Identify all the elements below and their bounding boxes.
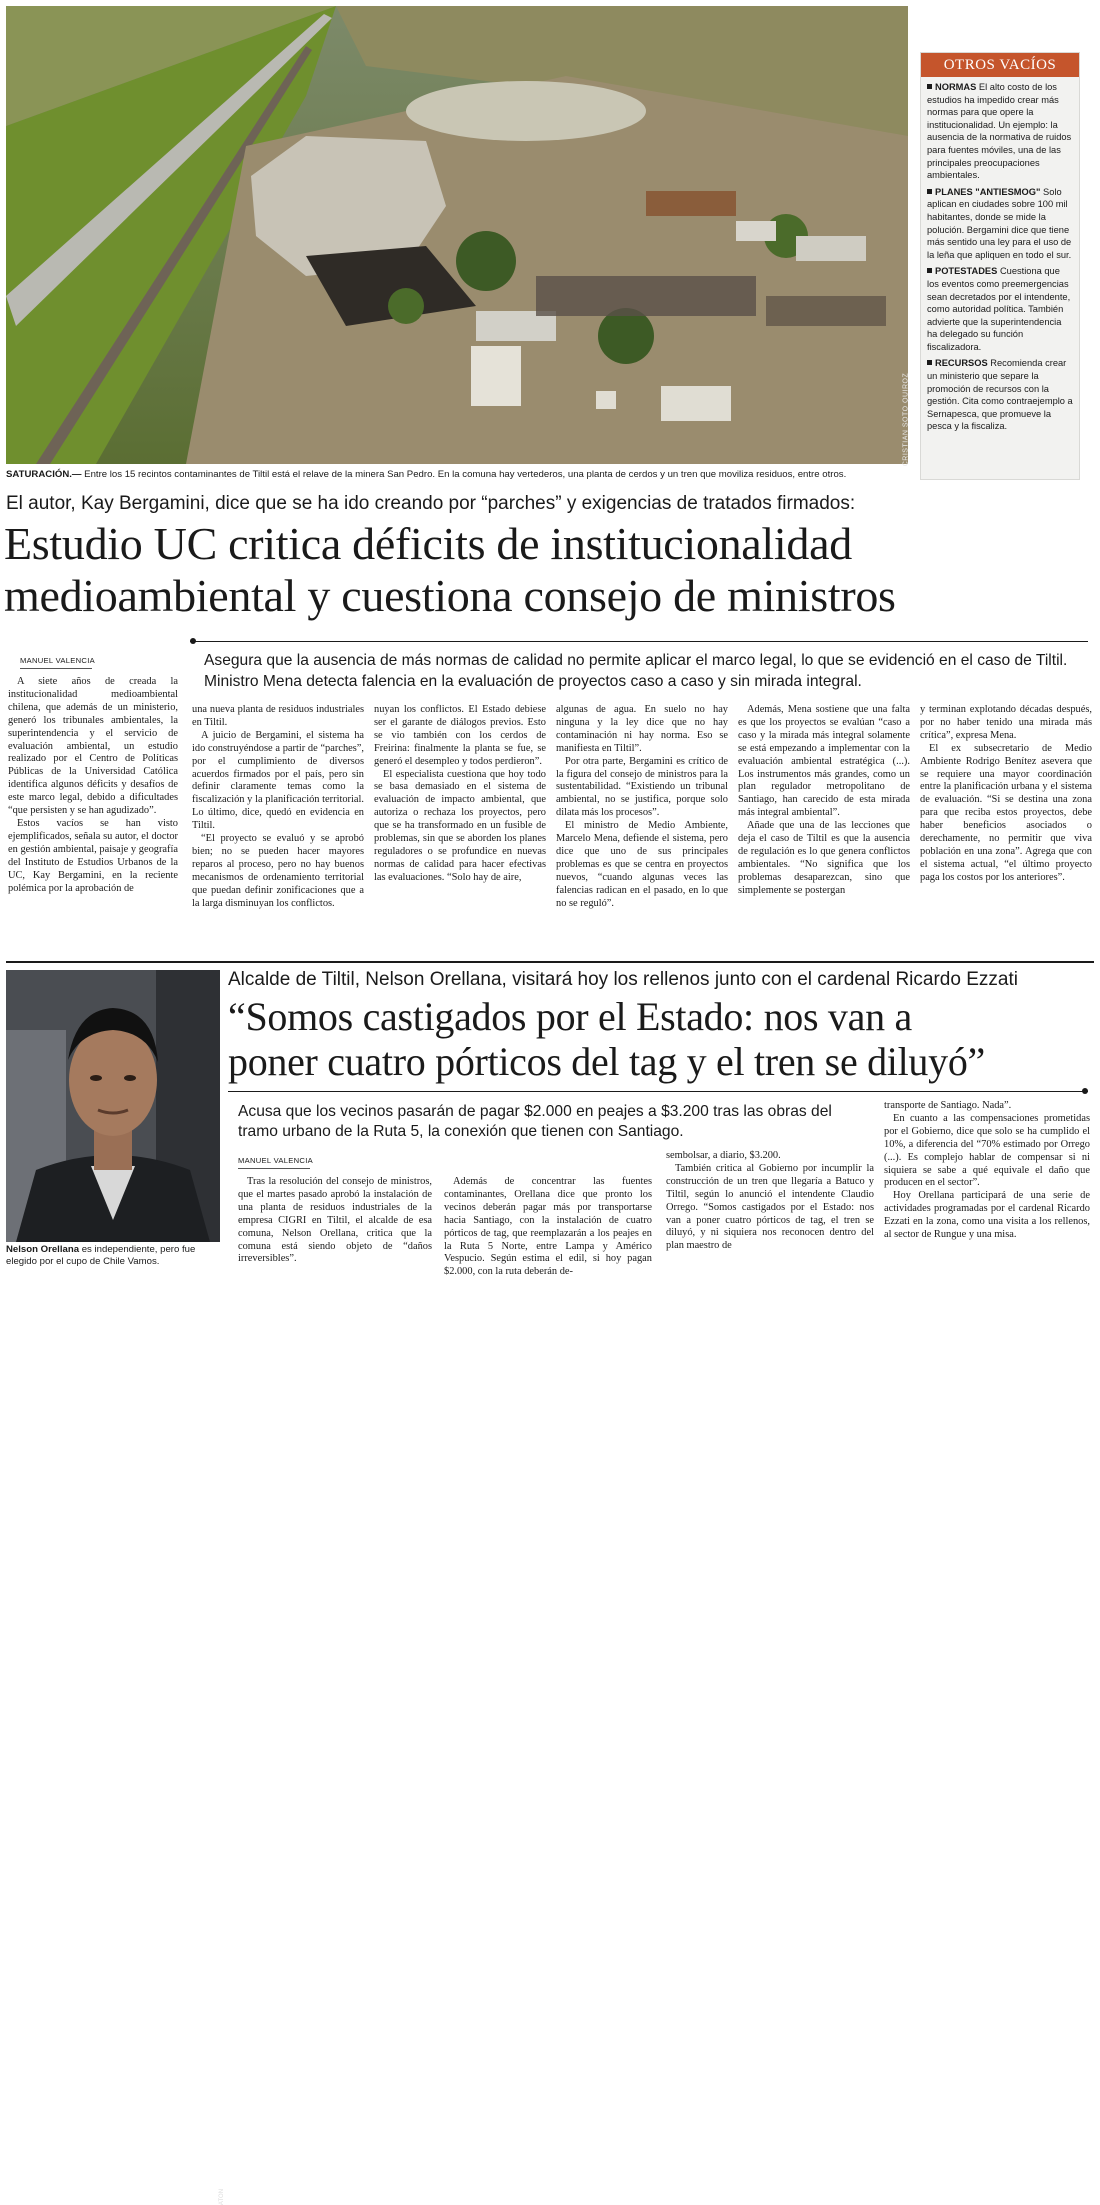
story2-byline: MANUEL VALENCIA [238, 1156, 313, 1165]
paragraph: Estos vacíos se han visto ejemplificados, señala su autor, el doctor en gestión ambiental, paisaje y geografía del Instituto de Estudios Urbanos de la UC, Kay Bergamini, en la reciente polémica por la aprobación de [8, 817, 178, 894]
rule-dot-icon [1082, 1088, 1088, 1094]
sidebar-item-potestades: POTESTADES Cuestiona que los eventos como preemergencias sean decretados por el intendente, como autoridad política. También advierte que la superintendencia ha delegado su función fiscalizadora. [927, 266, 1071, 352]
sidebar-item-planes: PLANES "ANTIESMOG" Solo aplican en ciudades sobre 100 mil habitantes, donde se mide la polución. Bergamini dice que tiene más sentido una ley para el uso de la leña que apliquen en todo el sur. [927, 186, 1072, 260]
caption-text: Entre los 15 recintos contaminantes de Tiltil está el relave de la minera San Pedro. En la comuna hay vertederos, una planta de cerdos y un tren que moviliza residuos, entre otros. [81, 469, 847, 480]
paragraph: El especialista cuestiona que hoy todo se basa demasiado en el sistema de evaluación de impacto ambiental, que autoriza o rechaza los proyectos, pero que se ha transformado en un fusible de problemas, sin que se aborden los planes reguladores o se profundice en nuevas normas de calidad para hacer efectivas las evaluaciones. “Solo hay de aire, [374, 768, 546, 883]
story2-column-4 [884, 1100, 1090, 1242]
bullet-square-icon [927, 268, 932, 273]
story1-column-5 [738, 704, 910, 898]
story2-column-2 [444, 1176, 652, 1279]
rule-dot-icon [190, 638, 196, 644]
sidebar-title: OTROS VACÍOS [921, 53, 1079, 77]
paragraph: sembolsar, a diario, $3.200. [666, 1150, 781, 1161]
paragraph: una nueva planta de residuos industriales en Tiltil. [192, 704, 364, 728]
story2-column-1 [238, 1176, 432, 1266]
paragraph: Además de concentrar las fuentes contaminantes, Orellana dice que pronto los vecinos deberán pagar más por transportarse hacia Santiago, con la instalación de cuatro pórticos de tag, que reemplazarán a los peajes en la Ruta 5 Norte, entre Lampa y Américo Vespucio. Según estima el edil, si hoy pagan $2.000, con la ruta deberán de- [444, 1176, 652, 1278]
story2-column-3 [666, 1150, 874, 1253]
story1-headline-line2: medioambiental y cuestiona consejo de ministros [4, 570, 896, 621]
bullet-square-icon [927, 84, 932, 89]
aerial-photo [6, 6, 909, 467]
paragraph: nuyan los conflictos. El Estado debiese ser el garante de diálogos previos. Esto se vio también con los cerdos de Freirina: finalmente la planta se fue, se generó el desempleo y todos perdieron”. [374, 704, 546, 767]
paragraph: Hoy Orellana participará de una serie de actividades programadas por el cardenal Ricardo Ezzati en la zona, como una visita a los rellenos, al sector de Rungue y una misa. [884, 1190, 1090, 1241]
portrait-caption-text: es independiente, pero fue elegido por el cupo de Chile Vamos. [6, 1244, 196, 1267]
story1-column-3 [374, 704, 546, 885]
bullet-square-icon [927, 189, 932, 194]
paragraph: “El proyecto se evaluó y se aprobó bien; no se pueden hacer mayores reparos al proceso, pero no hay buenos mecanismos de ordenamiento territorial que puedan definir zonificaciones que a la larga disminuyan los conflictos. [192, 833, 364, 909]
sidebar-otros-vacios [920, 52, 1080, 480]
paragraph: Además, Mena sostiene que una falta es que los proyectos se evalúan “caso a caso y la mirada más integral solamente se está empezando a implementar con la evaluación ambiental estratégica (...). Los instrumentos más grandes, como un plan regulador metropolitano de Santiago, han carecido de esta mirada más integral ambiental”. [738, 704, 910, 819]
story1-column-4 [556, 704, 728, 911]
paragraph: Por otra parte, Bergamini es crítico de la figura del consejo de ministros para la sustentabilidad. “Existiendo un tribunal ambiental, no se justifica, porque solo dilata más los procesos”. [556, 755, 728, 819]
portrait-caption-name: Nelson Orellana [6, 1244, 80, 1255]
story2-deck: Acusa que los vecinos pasarán de pagar $2.000 en peajes a $3.200 tras las obras del tramo urbano de la Ruta 5, la conexión que tienen con Santiago. [238, 1103, 832, 1140]
byline-rule [238, 1168, 310, 1169]
paragraph: El ministro de Medio Ambiente, Marcelo Mena, defiende el sistema, pero dice que uno de sus principales problemas es que se centra en proyectos nuevos, “cuando algunas veces las falencias radican en el pasado, en lo que no se reguló”. [556, 820, 728, 909]
portrait-caption [6, 1244, 220, 1268]
paragraph: transporte de Santiago. Nada”. [884, 1100, 1012, 1111]
story2-headline-line2: poner cuatro pórticos del tag y el tren se diluyó” [228, 1039, 985, 1084]
paragraph: y terminan explotando décadas después, por no haber tenido una mirada más crítica”, expresa Mena. [920, 704, 1092, 741]
paragraph: A juicio de Bergamini, el sistema ha ido construyéndose a partir de “parches”, por el cumplimiento de diversos acuerdos firmados por el país, pero sin definir claramente temas como la fiscalización y la planificación territorial. Lo último, dice, quedó en evidencia en Tiltil. [192, 729, 364, 832]
photo-credit: CRISTIAN SOTO QUIROZ [901, 372, 909, 467]
caption-label: SATURACIÓN.— [6, 469, 82, 480]
paragraph: Añade que una de las lecciones que deja el caso de Tiltil es que la ausencia de regulación es lo que genera conflictos ambientales. “No significa que los problemas desaparezcan, sino que simplemente se postergan [738, 820, 910, 896]
sidebar-item-recursos: RECURSOS Recomienda crear un ministerio que separe la promoción de recursos con la gestión. Cita como contraejemplo a Sernapesca, que promueve la pesca y la fiscaliza. [927, 358, 1073, 432]
paragraph: Tras la resolución del consejo de ministros, que el martes pasado aprobó la instalación de una planta de residuos industriales de la empresa CIGRI en Tiltil, el alcalde de esa comuna, Nelson Orellana, critica que la comuna está siendo objeto de “daños irreversibles”. [238, 1176, 432, 1265]
story1-headline [4, 518, 1094, 622]
portrait-credit: ATON [219, 2188, 226, 2205]
story2-rule [228, 1091, 1088, 1092]
sidebar-item-normas: NORMAS El alto costo de los estudios ha impedido crear más normas para que opere la institucionalidad. Un ejemplo: la ausencia de la normativa de ruidos para fuentes móviles, una de las principales preocupaciones ambientales. [927, 82, 1072, 181]
story1-rule [190, 641, 1088, 642]
story1-headline-line1: Estudio UC critica déficits de institucionalidad [4, 518, 852, 569]
story1-kicker: El autor, Kay Bergamini, dice que se ha ido creando por “parches” y exigencias de tratados firmados: [6, 493, 856, 514]
story1-column-1 [8, 676, 178, 895]
bullet-square-icon [927, 360, 932, 365]
byline-rule [20, 668, 92, 669]
paragraph: A siete años de creada la institucionalidad medioambiental chilena, que además de un ministerio, generó los tribunales ambientales, la superintendencia y el servicio de evaluación ambiental, un estudio realizado por el Centro de Políticas Públicas de la Universidad Católica identifica algunos déficits y desafíos de este marco legal, debido a dificultades “que persisten y se han agudizado”. [8, 676, 178, 817]
story2-kicker: Alcalde de Tiltil, Nelson Orellana, visitará hoy los rellenos junto con el cardenal Ricardo Ezzati [228, 969, 1018, 990]
story1-column-6 [920, 704, 1092, 885]
story2-headline-line1: “Somos castigados por el Estado: nos van a [228, 994, 912, 1039]
paragraph: En cuanto a las compensaciones prometidas por el Gobierno, dice que solo se ha cumplido el 10%, a diferencia del “70% estimado por Orrego (...). Es complejo hablar de compensar si ni siquiera se sabe a qué equivale el daño que producen en el sector”. [884, 1112, 1090, 1189]
story1-column-2 [192, 704, 364, 911]
story1-deck: Asegura que la ausencia de más normas de calidad no permite aplicar el marco legal, lo que se evidenció en el caso de Tiltil. Ministro Mena detecta falencia en la evaluación de proyectos caso a caso y sin mirada integral. [204, 652, 1068, 690]
story-divider [6, 961, 1094, 963]
paragraph: También critica al Gobierno por incumplir la construcción de un tren que llegaría a Batuco y Tiltil, según lo anunció el intendente Claudio Orrego. “Somos castigados por el Estado: nos van a poner cuatro pórticos de tag, el tren se diluyó, y ni siquiera nos reconocen dentro del plan maestro de [666, 1162, 874, 1252]
paragraph: El ex subsecretario de Medio Ambiente Rodrigo Benítez asevera que se requiere una mayor coordinación entre la planificación urbana y el sistema de evaluación. “Si se destina una zona para que reciba estos proyectos, debe haber beneficios asociados o derechamente, no permitir que viva población en una zona”. Agrega que con el sistema actual, “el último proyecto paga los costos por los anteriores”. [920, 742, 1092, 883]
story2-headline [228, 994, 1088, 1084]
story1-byline: MANUEL VALENCIA [20, 656, 95, 665]
photo-caption [6, 466, 908, 484]
paragraph: algunas de agua. En suelo no hay ninguna y la ley dice que no hay contaminación ni hay norma. Eso se manifiesta en Tiltil”. [556, 704, 728, 754]
